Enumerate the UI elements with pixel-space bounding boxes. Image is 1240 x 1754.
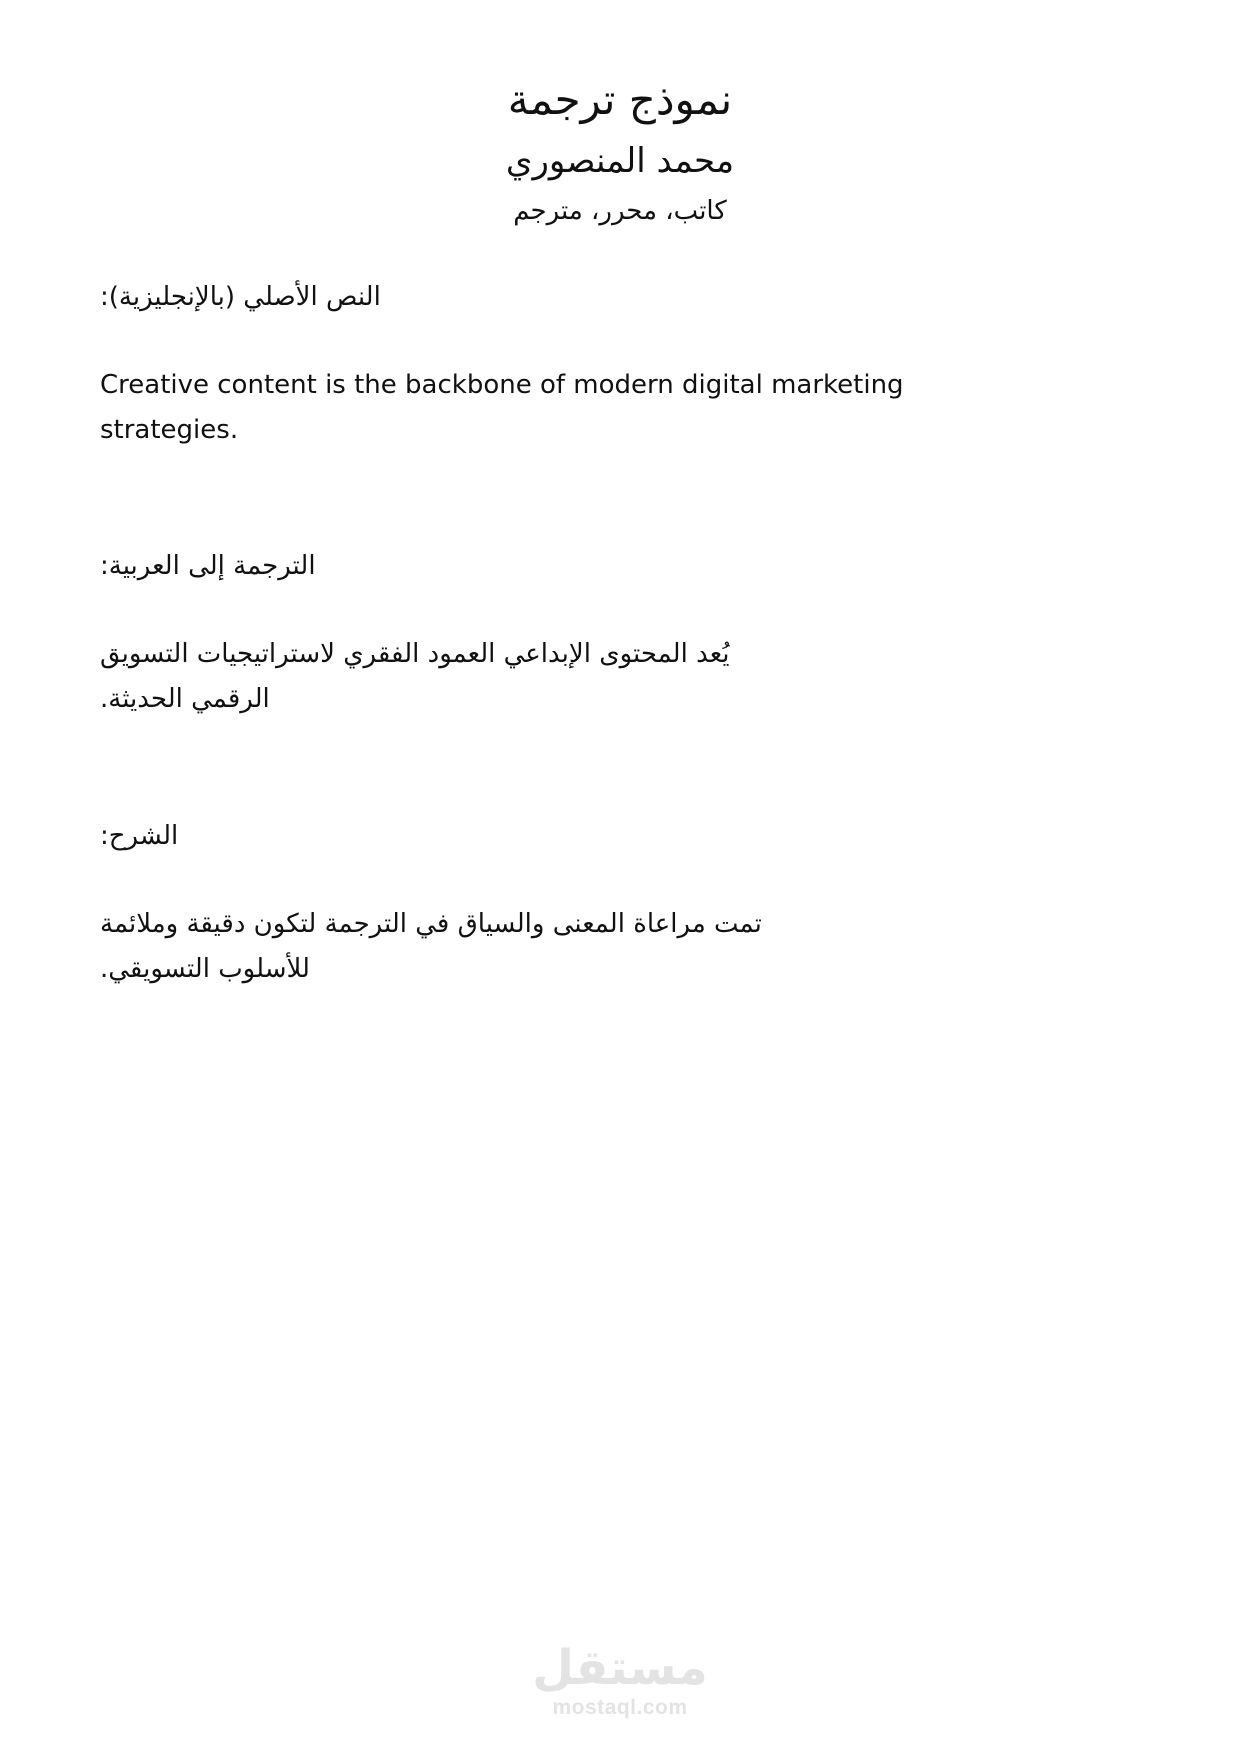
explanation-text-line-1: تمت مراعاة المعنى والسياق في الترجمة لتكون دقيقة وملائمة (100, 909, 762, 939)
translation-text-line-1: يُعد المحتوى الإبداعي العمود الفقري لاستراتيجيات التسويق (100, 639, 730, 669)
original-text-line-2: strategies. (100, 415, 239, 445)
author-roles: كاتب، محرر، مترجم (513, 196, 727, 226)
explanation-label: الشرح: (100, 821, 179, 851)
translation-label: الترجمة إلى العربية: (100, 551, 316, 581)
document-title: نموذج ترجمة (507, 75, 733, 124)
explanation-text (100, 902, 830, 992)
original-text (100, 363, 980, 453)
watermark-arabic-logo: مستقل (532, 1640, 708, 1696)
author-name: محمد المنصوري (505, 141, 735, 181)
original-text-line-1: Creative content is the backbone of modern digital marketing (100, 370, 904, 400)
translation-text-line-2: الرقمي الحديثة. (100, 684, 270, 714)
translation-text (100, 632, 800, 722)
original-text-label: النص الأصلي (بالإنجليزية): (100, 282, 381, 312)
explanation-text-line-2: للأسلوب التسويقي. (100, 954, 310, 984)
watermark-domain: mostaql.com (552, 1696, 688, 1719)
mostaql-watermark (520, 1640, 720, 1720)
